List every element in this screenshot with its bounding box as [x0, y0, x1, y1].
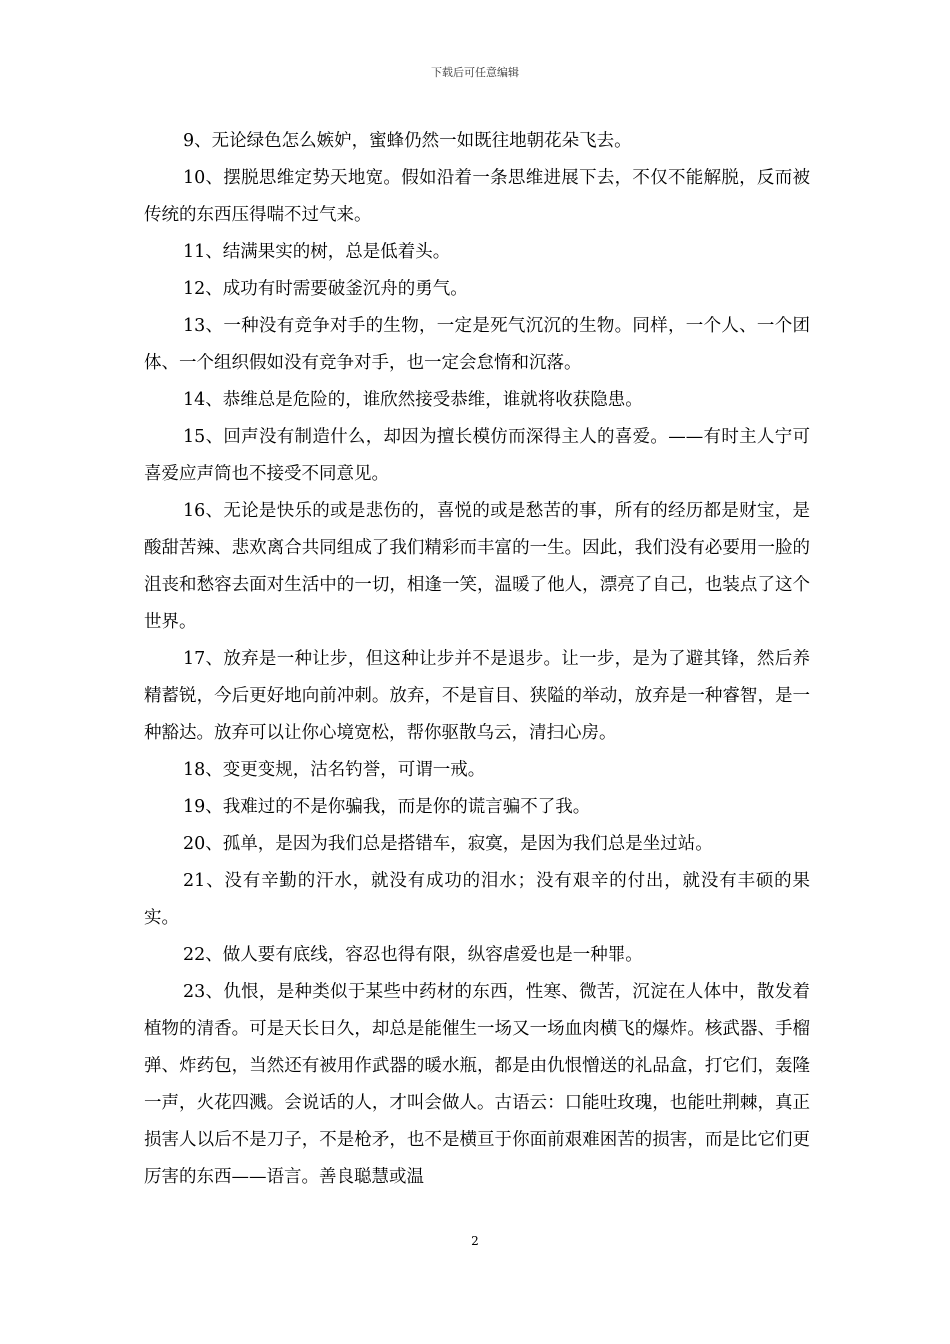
paragraph-16: 16、无论是快乐的或是悲伤的，喜悦的或是愁苦的事，所有的经历都是财宝，是酸甜苦辣、悲欢离合共同组成了我们精彩而丰富的一生。因此，我们没有必要用一脸的沮丧和愁容去面对生活中的一切，相逢一笑，温暖了他人，漂亮了自己，也装点了这个世界。: [144, 501, 810, 632]
paragraph-15: 15、回声没有制造什么，却因为擅长模仿而深得主人的喜爱。——有时主人宁可喜爱应声筒也不接受不同意见。: [144, 427, 810, 484]
paragraph-14: 14、恭维总是危险的，谁欣然接受恭维，谁就将收获隐患。: [183, 390, 643, 410]
paragraph-22: 22、做人要有底线，容忍也得有限，纵容虐爱也是一种罪。: [183, 945, 643, 965]
paragraph-10: 10、摆脱思维定势天地宽。假如沿着一条思维进展下去，不仅不能解脱，反而被传统的东西压得喘不过气来。: [144, 168, 810, 225]
paragraph-21: 21、没有辛勤的汗水，就没有成功的泪水；没有艰辛的付出，就没有丰硕的果实。: [144, 871, 810, 928]
paragraph-12: 12、成功有时需要破釜沉舟的勇气。: [183, 279, 468, 299]
paragraph-18: 18、变更变规，沽名钓誉，可谓一戒。: [183, 760, 486, 780]
paragraph-20: 20、孤单，是因为我们总是搭错车，寂寞，是因为我们总是坐过站。: [183, 834, 713, 854]
page-number: 2: [471, 1234, 479, 1248]
paragraph-23: 23、仇恨，是种类似于某些中药材的东西，性寒、微苦，沉淀在人体中，散发着植物的清香。可是天长日久，却总是能催生一场又一场血肉横飞的爆炸。核武器、手榴弹、炸药包，当然还有被用作武器的暖水瓶，都是由仇恨憎送的礼品盒，打它们，轰隆一声，火花四溅。会说话的人，才叫会做人。古语云：口能吐玫瑰，也能吐荆棘，真正损害人以后不是刀子，不是枪矛，也不是横亘于你面前艰难困苦的损害，而是比它们更厉害的东西——语言。善良聪慧或温: [144, 982, 810, 1187]
paragraph-13: 13、一种没有竞争对手的生物，一定是死气沉沉的生物。同样，一个人、一个团体、一个组织假如没有竞争对手，也一定会怠惰和沉落。: [144, 316, 810, 373]
body-text: [144, 123, 810, 1196]
paragraph-17: 17、放弃是一种让步，但这种让步并不是退步。让一步，是为了避其锋，然后养精蓄锐，今后更好地向前冲刺。放弃，不是盲目、狭隘的举动，放弃是一种睿智，是一种豁达。放弃可以让你心境宽松，帮你驱散乌云，清扫心房。: [144, 649, 810, 743]
paragraph-9: 9、无论绿色怎么嫉妒，蜜蜂仍然一如既往地朝花朵飞去。: [183, 131, 632, 151]
paragraph-11: 11、结满果实的树，总是低着头。: [183, 242, 451, 262]
paragraph-19: 19、我难过的不是你骗我，而是你的谎言骗不了我。: [183, 797, 591, 817]
page-header: 下载后可任意编辑: [431, 66, 519, 79]
